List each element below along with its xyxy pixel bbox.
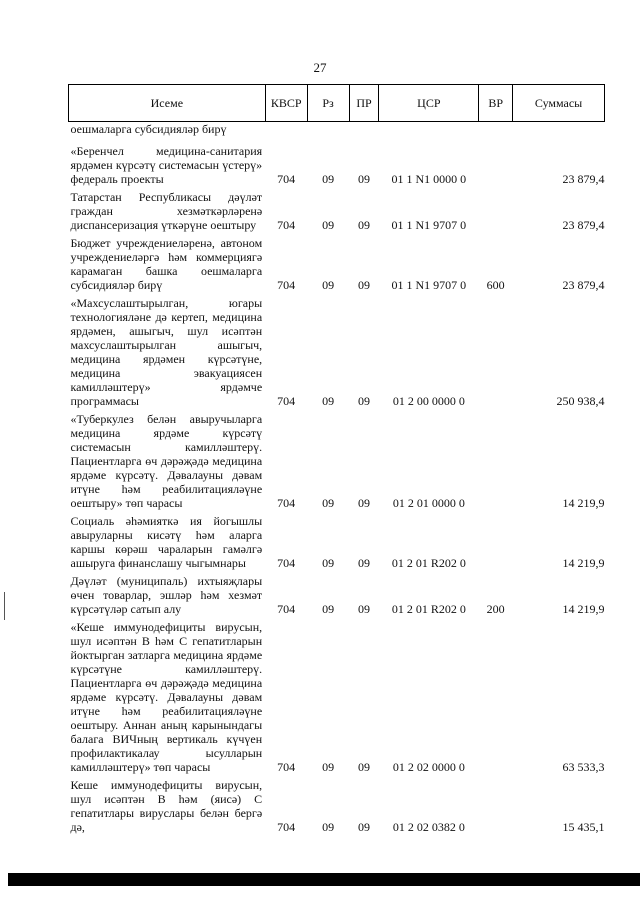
row-pr: 09 — [358, 278, 370, 292]
table-row — [69, 412, 605, 514]
header-sum: Суммасы — [513, 85, 605, 122]
row-pr: 09 — [358, 556, 370, 570]
row-name: Бюджет учреждениеләренә, автоном учреждениеләргә һәм коммерциягә карамаган башка оешмаларга субсидияләр бирү — [70, 236, 263, 292]
row-pr: 09 — [358, 496, 370, 510]
row-vr — [479, 190, 513, 236]
row-sum: 23 879,4 — [562, 172, 605, 186]
scan-bottom-bar — [8, 873, 640, 886]
row-rz: 09 — [322, 556, 335, 570]
table-row — [69, 514, 605, 574]
table-row — [69, 122, 605, 145]
row-sum: 23 879,4 — [562, 278, 605, 292]
row-vr: 600 — [486, 278, 505, 292]
table-row — [69, 144, 605, 190]
page-number: 27 — [313, 60, 327, 75]
row-name: оешмаларга субсидияләр бирү — [70, 122, 227, 136]
row-vr — [479, 122, 513, 145]
row-csr — [379, 122, 479, 145]
row-csr: 01 2 02 0382 0 — [392, 820, 465, 834]
row-csr: 01 2 00 0000 0 — [392, 394, 465, 408]
row-kvsr: 704 — [277, 218, 296, 232]
scan-margin-mark — [4, 592, 5, 620]
row-pr — [349, 122, 379, 145]
row-name: «Туберкулез белән авыручыларга медицина ярдәме күрсәтү системасын камилләштерү. Пациентларга өч дәрәҗәдә медицина ярдәме күрсәтү. Дәвалауны дәвам итүне һәм реабилитацияләүне оештыру» төп чарасы — [70, 412, 263, 510]
row-name: Кеше иммунодефициты вирусын, шул исәптән B һәм (яисә) C гепатитлары вируслары белән бергә дә, — [70, 778, 263, 834]
row-csr: 01 2 02 0000 0 — [392, 760, 465, 774]
row-csr: 01 1 N1 9707 0 — [391, 218, 467, 232]
row-vr — [479, 514, 513, 574]
row-vr: 200 — [486, 602, 505, 616]
row-sum — [513, 122, 605, 145]
row-kvsr: 704 — [277, 496, 296, 510]
row-rz: 09 — [322, 820, 335, 834]
row-name: «Кеше иммунодефициты вирусын, шул исәптән B һәм C гепатитларын йоктырган затларга медицина ярдәме күрсәтүне камилләштерү. Пациентларга өч дәрәҗәдә медицина ярдәме күрсәтү. Дәвалауны дәвам итүне һәм реабилитацияләүне оештыру. Аннан аның карынындагы балага ВИЧның вертикаль күчүен профилактикалау ысулларын камилләштерү» төп чарасы — [70, 620, 263, 774]
table-row — [69, 236, 605, 296]
row-pr: 09 — [358, 218, 370, 232]
row-name: Социаль әһәмияткә ия йогышлы авыруларны кисәтү һәм аларга каршы көрәш чараларын гамәлгә ашыруга финанслашу чыгымнары — [70, 514, 263, 570]
row-name: Татарстан Республикасы дәүләт граждан хезмәткәрләренә диспансеризация үткәрүне оештыру — [70, 190, 263, 232]
budget-table — [68, 84, 605, 838]
row-sum: 14 219,9 — [562, 556, 605, 570]
row-vr — [479, 412, 513, 514]
table-row — [69, 296, 605, 412]
row-name: «Беренчел медицина-санитария ярдәмен күрсәтү системасын үстерү» федераль проекты — [70, 144, 263, 186]
row-pr: 09 — [358, 394, 370, 408]
row-pr: 09 — [358, 820, 370, 834]
row-rz: 09 — [322, 496, 335, 510]
header-rz: Рз — [307, 85, 349, 122]
row-sum: 63 533,3 — [562, 760, 605, 774]
row-kvsr — [265, 122, 307, 145]
row-rz: 09 — [322, 760, 335, 774]
row-kvsr: 704 — [277, 556, 296, 570]
row-rz: 09 — [322, 218, 335, 232]
table-row — [69, 574, 605, 620]
row-sum: 250 938,4 — [556, 394, 605, 408]
row-csr: 01 2 01 R202 0 — [391, 602, 466, 616]
row-kvsr: 704 — [277, 760, 296, 774]
row-kvsr: 704 — [277, 820, 296, 834]
row-vr — [479, 144, 513, 190]
row-csr: 01 2 01 R202 0 — [391, 556, 466, 570]
row-rz: 09 — [322, 394, 335, 408]
header-name: Исеме — [69, 85, 266, 122]
row-sum: 15 435,1 — [562, 820, 605, 834]
row-kvsr: 704 — [277, 172, 296, 186]
header-csr: ЦСР — [379, 85, 479, 122]
row-vr — [479, 296, 513, 412]
row-kvsr: 704 — [277, 602, 296, 616]
row-name: Дәүләт (муниципаль) ихтыяҗлары өчен товарлар, эшләр һәм хезмәт күрсәтүләр сатып алу — [70, 574, 263, 616]
table-header-row — [69, 85, 605, 122]
row-sum: 14 219,9 — [562, 602, 605, 616]
row-rz: 09 — [322, 602, 335, 616]
row-kvsr: 704 — [277, 394, 296, 408]
header-kvsr: КВСР — [265, 85, 307, 122]
row-sum: 14 219,9 — [562, 496, 605, 510]
row-csr: 01 1 N1 0000 0 — [391, 172, 467, 186]
row-pr: 09 — [358, 602, 370, 616]
row-sum: 23 879,4 — [562, 218, 605, 232]
table-row — [69, 778, 605, 838]
row-name: «Махсуслаштырылган, югары технологияләне дә кертеп, медицина ярдәмен, ашыгыч, шул исәптән махсуслаштырылган ашыгыч, медицина ярдәмен күрсәтүне, медицина эвакуациясен камилләштерү» ярдәмче программасы — [70, 296, 263, 408]
table-row — [69, 620, 605, 778]
row-rz: 09 — [322, 278, 335, 292]
table-row — [69, 190, 605, 236]
row-rz: 09 — [322, 172, 335, 186]
row-csr: 01 1 N1 9707 0 — [391, 278, 467, 292]
row-kvsr: 704 — [277, 278, 296, 292]
row-csr: 01 2 01 0000 0 — [392, 496, 465, 510]
row-vr — [479, 620, 513, 778]
row-pr: 09 — [358, 172, 370, 186]
header-vr: ВР — [479, 85, 513, 122]
header-pr: ПР — [349, 85, 379, 122]
row-rz — [307, 122, 349, 145]
row-vr — [479, 778, 513, 838]
row-pr: 09 — [358, 760, 370, 774]
